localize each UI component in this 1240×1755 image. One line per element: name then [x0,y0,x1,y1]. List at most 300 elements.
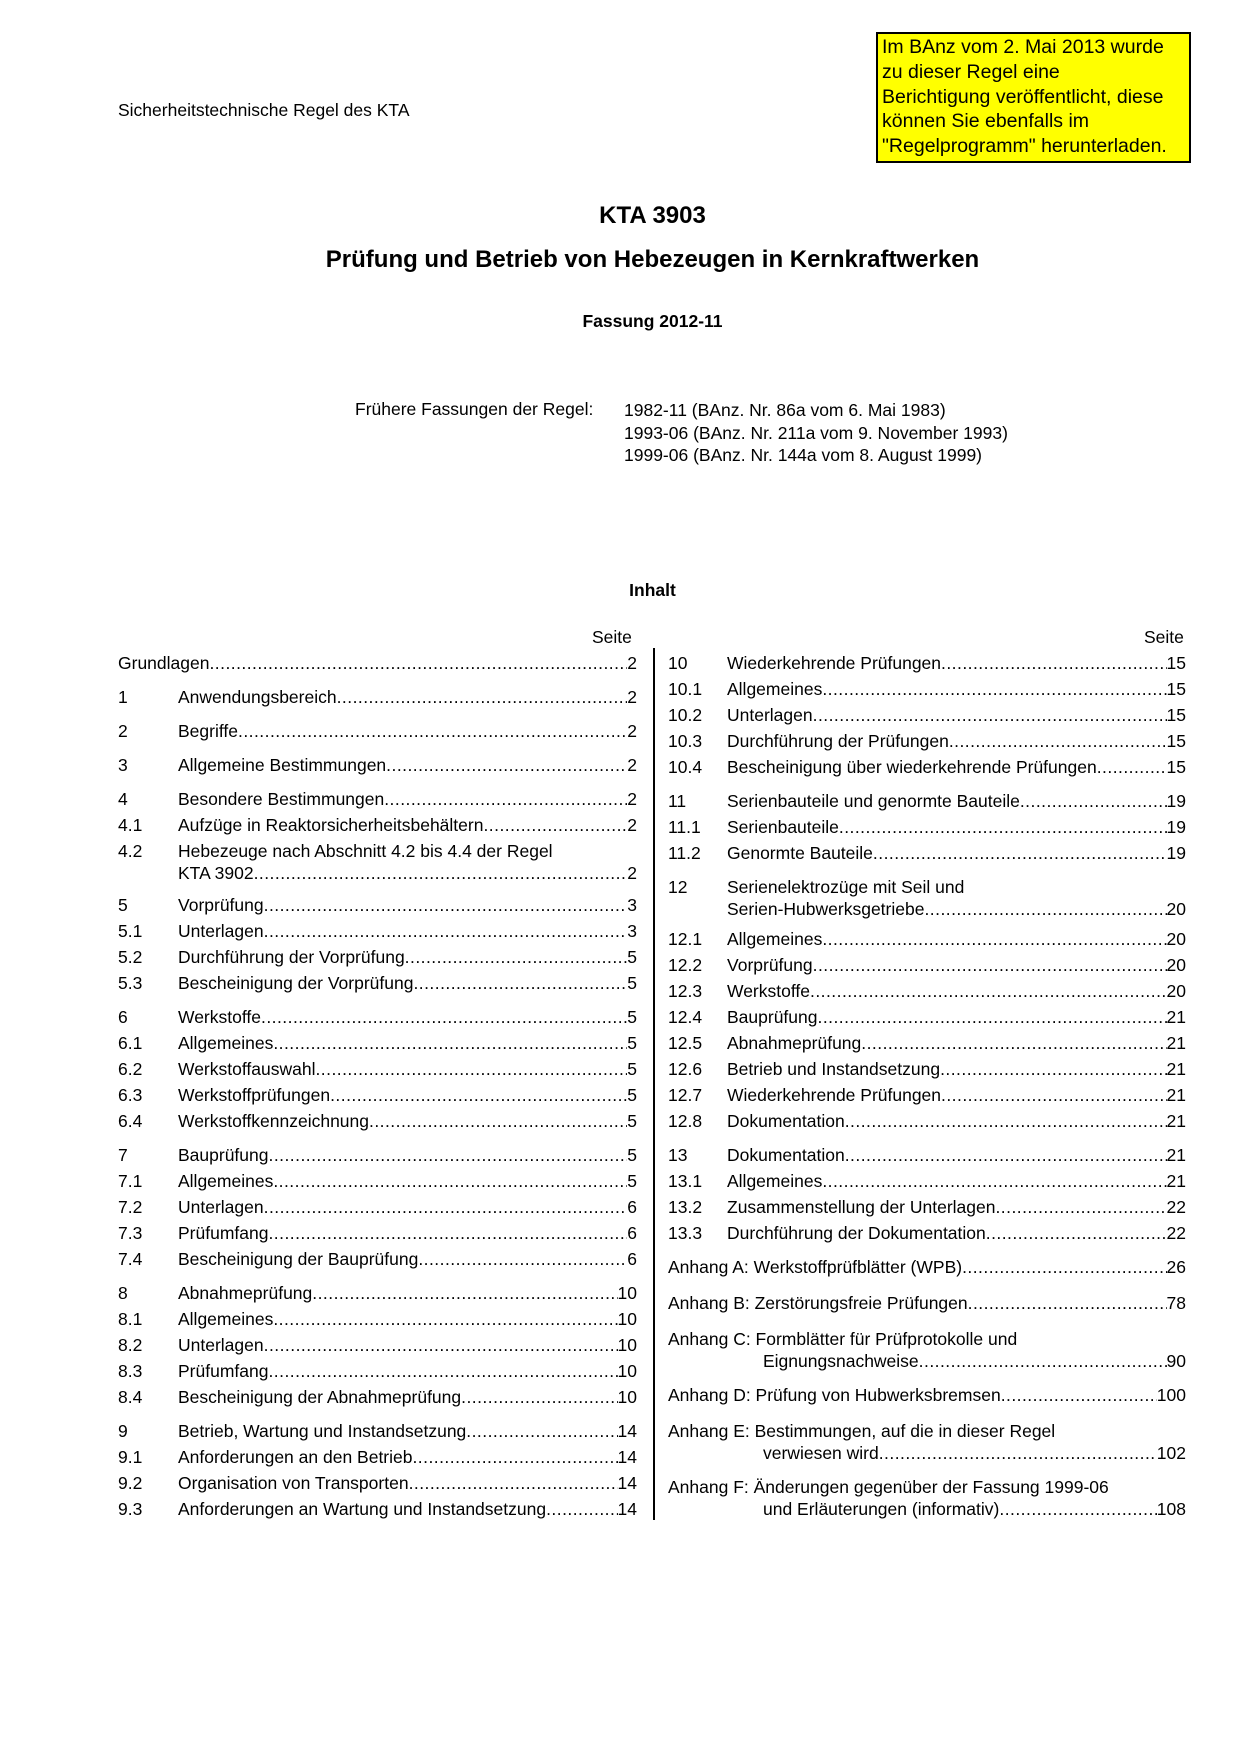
toc-page-number: 10 [617,1335,637,1355]
toc-entry-title: Wiederkehrende Prüfungen [727,1085,942,1105]
toc-section-number: 8.3 [118,1361,143,1381]
toc-entry-title: Betrieb und Instandsetzung [727,1059,941,1079]
toc-page-number: 6 [627,1197,637,1217]
toc-section-number: 6.1 [118,1033,143,1053]
toc-entry [668,876,1186,920]
toc-entry-title: Bescheinigung über wiederkehrende Prüfungen [727,757,1097,777]
toc-entry [668,954,1186,976]
toc-entry-title: Bauprüfung [727,1007,818,1027]
toc-leader-dots [261,1006,627,1028]
toc-leader-dots [273,1308,617,1330]
toc-leader-dots [968,1292,1167,1314]
toc-entry-title: Bescheinigung der Vorprüfung [178,973,414,993]
toc-entry-title: Hebezeuge nach Abschnitt 4.2 bis 4.4 der Regel [178,841,553,861]
toc-page-number: 15 [1166,705,1186,725]
toc-section-number: 5.1 [118,921,143,941]
toc-section-number: 12.5 [668,1033,703,1053]
toc-page-number: 21 [1166,1085,1186,1105]
notice-line: können Sie ebenfalls im [882,110,1090,133]
toc-entry [118,1420,637,1442]
toc-entry-title: Vorprüfung [178,895,264,915]
toc-leader-dots [254,862,628,884]
toc-section-number: 11 [668,791,687,811]
toc-entry [668,1144,1186,1166]
toc-page-number: 21 [1166,1171,1186,1191]
toc-entry-title: Eignungsnachweise [763,1351,919,1371]
toc-entry [668,790,1186,812]
toc-section-number: 5.3 [118,973,143,993]
toc-entry-title: Allgemeines [727,1171,823,1191]
toc-entry-title: Allgemeines [178,1171,274,1191]
toc-page-number: 21 [1166,1145,1186,1165]
toc-page-number: 15 [1166,757,1186,777]
toc-entry-title: Anhang F: Änderungen gegenüber der Fassung 1999-06 [668,1477,1109,1497]
toc-page-number: 22 [1166,1197,1186,1217]
toc-section-number: 7.3 [118,1223,143,1243]
toc-entry-title: Anforderungen an den Betrieb [178,1447,413,1467]
toc-entry [118,1170,637,1192]
toc-page-number: 19 [1166,843,1186,863]
toc-leader-dots [546,1498,617,1520]
toc-leader-dots [409,1472,618,1494]
toc-leader-dots [962,1256,1166,1278]
toc-entry-title: Dokumentation [727,1145,845,1165]
toc-page-number: 21 [1166,1033,1186,1053]
toc-page-number: 102 [1156,1443,1186,1463]
toc-entry [118,1360,637,1382]
toc-leader-dots [461,1386,617,1408]
toc-section-number: 10 [668,653,688,673]
toc-entry [118,788,637,810]
toc-page-number: 5 [627,1007,637,1027]
toc-leader-dots [384,788,627,810]
toc-section-number: 9 [118,1421,128,1441]
toc-entry [118,720,637,742]
toc-entry-title: Wiederkehrende Prüfungen [727,653,942,673]
toc-page-number: 2 [627,653,637,673]
toc-entry [668,730,1186,752]
toc-entry-title: Anhang B: Zerstörungsfreie Prüfungen [668,1293,968,1313]
toc-entry-title: Abnahmeprüfung [727,1033,862,1053]
toc-entry-title: Serienelektrozüge mit Seil und [727,877,965,897]
toc-leader-dots [810,980,1167,1002]
toc-entry-title: Prüfumfang [178,1361,269,1381]
toc-leader-dots [1097,756,1167,778]
toc-leader-dots [315,1058,627,1080]
toc-entry-title: Organisation von Transporten [178,1473,409,1493]
toc-entry [118,1222,637,1244]
toc-entry [118,1334,637,1356]
toc-leader-dots [818,1006,1167,1028]
toc-section-number: 6.4 [118,1111,143,1131]
toc-entry [668,1292,1186,1314]
toc-section-number: 13.1 [668,1171,703,1191]
toc-entry-title: Zusammenstellung der Unterlagen [727,1197,996,1217]
toc-page-number: 19 [1166,791,1186,811]
toc-entry [668,704,1186,726]
toc-page-number: 3 [627,921,637,941]
toc-leader-dots [822,1170,1166,1192]
notice-line: Berichtigung veröffentlicht, diese [882,85,1164,108]
toc-leader-dots [269,1144,628,1166]
toc-entry-title: Anhang C: Formblätter für Prüfprotokolle und [668,1329,1018,1349]
toc-entry [668,842,1186,864]
toc-page-number: 2 [627,687,637,707]
toc-entry [118,972,637,994]
toc-section-number: 11.1 [668,817,701,837]
toc-entry [118,1084,637,1106]
toc-entry [118,1248,637,1270]
toc-page-number: 5 [627,1111,637,1131]
toc-entry-title: Serienbauteile [727,817,839,837]
toc-leader-dots [941,652,1167,674]
toc-page-number: 2 [627,755,637,775]
toc-section-number: 4.2 [118,841,143,861]
toc-entry [118,894,637,916]
toc-leader-dots [813,704,1167,726]
toc-leader-dots [264,920,628,942]
previous-version-item: 1982-11 (BAnz. Nr. 86a vom 6. Mai 1983) [624,400,946,420]
toc-entry [668,980,1186,1002]
toc-entry [668,1420,1186,1464]
toc-section-number: 3 [118,755,128,775]
toc-leader-dots [337,686,628,708]
toc-entry-title: Allgemeines [727,679,823,699]
toc-leader-dots [861,1032,1166,1054]
toc-section-number: 9.3 [118,1499,143,1519]
toc-page-number: 5 [627,1059,637,1079]
toc-entry-title: Unterlagen [727,705,813,725]
toc-leader-dots [995,1196,1166,1218]
toc-leader-dots [264,894,628,916]
toc-entry-title: Werkstoffkennzeichnung [178,1111,369,1131]
toc-entry [668,1032,1186,1054]
toc-leader-dots [873,842,1167,864]
toc-leader-dots [238,720,627,742]
toc-leader-dots [273,1032,627,1054]
toc-entry-title: Anhang E: Bestimmungen, auf die in dieser Regel [668,1421,1056,1441]
toc-entry-title: Durchführung der Dokumentation [727,1223,986,1243]
toc-page-number: 20 [1166,981,1186,1001]
toc-leader-dots [1001,1384,1157,1406]
toc-entry-title: Anwendungsbereich [178,687,337,707]
toc-entry-title: Bescheinigung der Bauprüfung [178,1249,419,1269]
toc-leader-dots [941,1084,1167,1106]
toc-section-number: 10.4 [668,757,703,777]
toc-page-number: 21 [1166,1111,1186,1131]
toc-leader-dots [312,1282,617,1304]
toc-section-number: 13.3 [668,1223,703,1243]
toc-page-number: 10 [617,1283,637,1303]
toc-page-number: 78 [1166,1293,1186,1313]
toc-entry-title: Allgemeines [178,1309,274,1329]
toc-entry-title: Prüfumfang [178,1223,269,1243]
toc-entry-title: Durchführung der Prüfungen [727,731,949,751]
toc-entry [118,814,637,836]
toc-section-number: 10.3 [668,731,703,751]
toc-leader-dots [1020,790,1167,812]
toc-entry [668,1256,1186,1278]
toc-page-number: 14 [617,1473,637,1493]
toc-entry-title: Werkstoffe [727,981,810,1001]
toc-page-number: 20 [1166,929,1186,949]
toc-entry [118,1498,637,1520]
toc-leader-dots [268,1222,627,1244]
toc-entry [668,678,1186,700]
column-divider [653,648,655,1520]
toc-leader-dots [845,1110,1167,1132]
toc-page-number: 15 [1166,653,1186,673]
toc-leader-dots [986,1222,1167,1244]
toc-section-number: 6 [118,1007,128,1027]
toc-section-number: 7.4 [118,1249,143,1269]
toc-entry-title: Allgemeines [178,1033,274,1053]
toc-leader-dots [813,954,1167,976]
toc-page-number: 10 [617,1309,637,1329]
document-title: KTA 3903 [599,202,706,229]
toc-section-number: 8.1 [118,1309,143,1329]
toc-section-number: 4 [118,789,128,809]
toc-entry [118,1282,637,1304]
toc-page-number: 10 [617,1361,637,1381]
toc-section-number: 12.4 [668,1007,703,1027]
toc-entry [668,816,1186,838]
toc-page-number: 2 [627,721,637,741]
toc-entry-title: Unterlagen [178,1197,264,1217]
toc-leader-dots [822,678,1166,700]
toc-section-number: 7.1 [118,1171,143,1191]
toc-entry-title: Unterlagen [178,921,264,941]
toc-entry-title: Besondere Bestimmungen [178,789,385,809]
toc-page-number: 5 [627,1171,637,1191]
notice-line: zu dieser Regel eine [882,60,1060,83]
toc-section-number: 11.2 [668,843,701,863]
toc-leader-dots [264,1334,618,1356]
toc-leader-dots [822,928,1166,950]
toc-page-number: 3 [627,895,637,915]
toc-page-number: 19 [1166,817,1186,837]
toc-section-number: 12 [668,877,688,897]
toc-page-number: 15 [1166,731,1186,751]
toc-section-number: 12.7 [668,1085,703,1105]
toc-entry-title: Abnahmeprüfung [178,1283,313,1303]
toc-entry [118,1386,637,1408]
toc-page-number: 21 [1166,1007,1186,1027]
toc-leader-dots [845,1144,1167,1166]
toc-entry-title: KTA 3902 [178,863,254,883]
toc-leader-dots [273,1170,627,1192]
toc-entry-title: Serien-Hubwerksgetriebe [727,899,925,919]
toc-page-number: 6 [627,1223,637,1243]
toc-page-number: 22 [1166,1223,1186,1243]
toc-entry-title: Anhang A: Werkstoffprüfblätter (WPB) [668,1257,963,1277]
toc-entry [668,1476,1186,1520]
toc-page-number: 100 [1156,1385,1186,1405]
toc-page-number: 5 [627,947,637,967]
toc-entry-title: Vorprüfung [727,955,813,975]
toc-entry-title: Unterlagen [178,1335,264,1355]
toc-leader-dots [466,1420,617,1442]
toc-entry [668,756,1186,778]
toc-section-number: 13 [668,1145,688,1165]
notice-line: "Regelprogramm" herunterladen. [882,135,1167,158]
toc-page-number: 5 [627,973,637,993]
toc-section-number: 8.2 [118,1335,143,1355]
toc-leader-dots [483,814,627,836]
document-subtitle: Prüfung und Betrieb von Hebezeugen in Kernkraftwerken [325,246,980,273]
toc-page-header-left: Seite [592,627,632,647]
toc-section-number: 2 [118,721,128,741]
toc-entry [118,920,637,942]
toc-entry [118,686,637,708]
toc-leader-dots [330,1084,627,1106]
toc-leader-dots [940,1058,1166,1080]
toc-entry [668,1384,1186,1406]
toc-entry [118,840,637,884]
toc-page-number: 14 [617,1421,637,1441]
toc-section-number: 10.1 [668,679,703,699]
toc-section-number: 8.4 [118,1387,143,1407]
toc-leader-dots [412,1446,617,1468]
toc-page-number: 10 [617,1387,637,1407]
toc-section-number: 1 [118,687,128,707]
toc-section-number: 6.2 [118,1059,143,1079]
toc-entry [668,652,1186,674]
toc-entry [118,652,637,674]
toc-page-number: 5 [627,1085,637,1105]
toc-entry [118,1446,637,1468]
previous-versions-label: Frühere Fassungen der Regel: [355,399,594,419]
toc-entry-title: Allgemeines [727,929,823,949]
toc-entry [668,1222,1186,1244]
toc-entry-title: Begriffe [178,721,238,741]
toc-entry [668,1084,1186,1106]
toc-leader-dots [924,898,1166,920]
toc-entry-title: Anforderungen an Wartung und Instandsetzung [178,1499,547,1519]
toc-page-number: 90 [1166,1351,1186,1371]
toc-leader-dots [949,730,1167,752]
toc-entry-title: verwiesen wird [763,1443,879,1463]
toc-entry-title: Bescheinigung der Abnahmeprüfung [178,1387,462,1407]
toc-page-number: 26 [1166,1257,1186,1277]
toc-entry [668,1110,1186,1132]
toc-section-number: 5 [118,895,128,915]
toc-leader-dots [405,946,628,968]
document-header: Sicherheitstechnische Regel des KTA [118,100,410,120]
previous-version-item: 1999-06 (BAnz. Nr. 144a vom 8. August 1999) [624,445,982,465]
toc-page-number: 108 [1156,1499,1186,1519]
toc-entry [118,1032,637,1054]
toc-page-number: 21 [1166,1059,1186,1079]
toc-entry-title: Dokumentation [727,1111,845,1131]
toc-entry-title: Bauprüfung [178,1145,269,1165]
toc-page-number: 6 [627,1249,637,1269]
toc-page-number: 2 [627,863,637,883]
toc-leader-dots [418,1248,627,1270]
toc-leader-dots [413,972,627,994]
toc-section-number: 10.2 [668,705,703,725]
toc-entry [118,1308,637,1330]
toc-section-number: 8 [118,1283,128,1303]
toc-entry [118,1196,637,1218]
toc-entry-title: Genormte Bauteile [727,843,873,863]
toc-leader-dots [264,1196,628,1218]
toc-page-number: 5 [627,1145,637,1165]
toc-entry [668,1170,1186,1192]
toc-page-number: 20 [1166,955,1186,975]
toc-page-header-right: Seite [1144,627,1184,647]
toc-entry-title: Durchführung der Vorprüfung [178,947,405,967]
toc-page-number: 14 [617,1447,637,1467]
toc-leader-dots [879,1442,1157,1464]
version-label: Fassung 2012-11 [582,311,723,331]
toc-entry-title: Aufzüge in Reaktorsicherheitsbehältern [178,815,484,835]
previous-version-item: 1993-06 (BAnz. Nr. 211a vom 9. November 1993) [624,422,1008,443]
toc-entry [668,928,1186,950]
toc-entry [668,1196,1186,1218]
toc-entry [118,1058,637,1080]
toc-entry [668,1006,1186,1028]
toc-entry [118,754,637,776]
toc-leader-dots [386,754,627,776]
toc-page-number: 2 [627,789,637,809]
toc-section-number: 9.2 [118,1473,143,1493]
toc-entry-title: Werkstoffauswahl [178,1059,316,1079]
correction-notice [876,32,1191,163]
toc-leader-dots [999,1498,1156,1520]
toc-section-number: 12.3 [668,981,703,1001]
toc-entry [118,1006,637,1028]
toc-heading: Inhalt [629,580,676,600]
toc-entry [668,1058,1186,1080]
toc-entry-title: Serienbauteile und genormte Bauteile [727,791,1020,811]
toc-section-number: 9.1 [118,1447,143,1467]
toc-section-number: 12.2 [668,955,703,975]
toc-section-number: 12.8 [668,1111,703,1131]
toc-page-number: 5 [627,1033,637,1053]
toc-page-number: 14 [617,1499,637,1519]
toc-entry [118,946,637,968]
toc-section-number: 12.1 [668,929,703,949]
toc-entry [668,1328,1186,1372]
toc-leader-dots [209,652,627,674]
toc-leader-dots [839,816,1167,838]
notice-line: Im BAnz vom 2. Mai 2013 wurde [882,36,1164,58]
toc-entry [118,1472,637,1494]
toc-entry [118,1110,637,1132]
toc-leader-dots [919,1350,1167,1372]
toc-entry-title: Betrieb, Wartung und Instandsetzung [178,1421,467,1441]
toc-entry-title: Anhang D: Prüfung von Hubwerksbremsen [668,1385,1001,1405]
previous-versions-list [624,399,1008,467]
toc-section-number: 7.2 [118,1197,143,1217]
toc-section-number: 12.6 [668,1059,703,1079]
toc-page-number: 20 [1166,899,1186,919]
toc-entry-title: Werkstoffe [178,1007,261,1027]
toc-leader-dots [369,1110,627,1132]
toc-section-number: 5.2 [118,947,143,967]
toc-entry-title: und Erläuterungen (informativ) [763,1499,1000,1519]
toc-entry-title: Grundlagen [118,653,210,673]
toc-section-number: 13.2 [668,1197,703,1217]
toc-section-number: 7 [118,1145,128,1165]
toc-section-number: 4.1 [118,815,143,835]
toc-page-number: 15 [1166,679,1186,699]
toc-section-number: 6.3 [118,1085,143,1105]
toc-entry-title: Werkstoffprüfungen [178,1085,331,1105]
toc-entry-title: Allgemeine Bestimmungen [178,755,387,775]
toc-leader-dots [268,1360,617,1382]
